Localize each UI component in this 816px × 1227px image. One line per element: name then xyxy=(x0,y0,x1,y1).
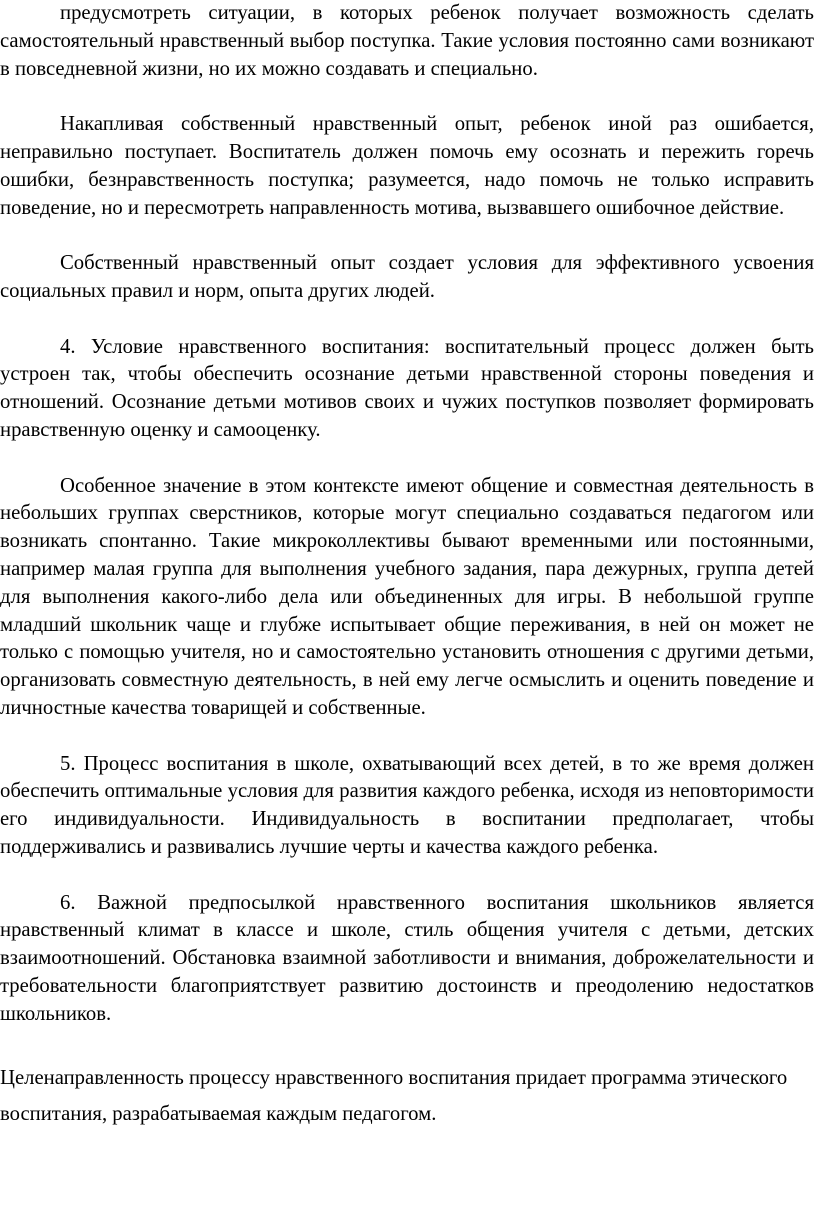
paragraph-moral-choice: предусмотреть ситуации, в которых ребенок получает возможность сделать самостоятельный нравственный выбор поступка. Такие условия постоянно сами возникают в повседневной жизни, но их можно создавать и специально. xyxy=(0,2,814,80)
paragraph-condition-5: 5. Процесс воспитания в школе, охватывающий всех детей, в то же время должен обеспечить оптимальные условия для развития каждого ребенка, исходя из неповторимости его индивидуальности. Индивидуальность в воспитании предполагает, чтобы поддерживались и развивались лучшие черты и качества каждого ребенка. xyxy=(0,752,814,858)
paragraph-condition-6: 6. Важной предпосылкой нравственного воспитания школьников является нравственный климат в классе и школе, стиль общения учителя с детьми, детских взаимоотношений. Обстановка взаимной заботливости и внимания, доброжелательности и требовательности благоприятствует развитию достоинств и преодолению недостатков школьников. xyxy=(0,891,814,1025)
paragraph-moral-experience-norms: Собственный нравственный опыт создает условия для эффективного усвоения социальных правил и норм, опыта других людей. xyxy=(0,252,814,302)
paragraph-small-groups: Особенное значение в этом контексте имеют общение и совместная деятельность в небольших группах сверстников, которые могут специально создаваться педагогом или возникать спонтанно. Такие микроколлективы бывают временными или постоянными, например малая группа для выполнения учебного задания, пара дежурных, группа детей для выполнения какого-либо дела или объединенных для игры. В небольшой группе младший школьник чаще и глубже испытывает общие переживания, в ней он может не только с помощью учителя, но и самостоятельно установить отношения с другими детьми, организовать совместную деятельность, в ней ему легче осмыслить и оценить поведение и личностные качества товарищей и собственные. xyxy=(0,474,814,719)
paragraph-condition-4: 4. Условие нравственного воспитания: воспитательный процесс должен быть устроен так, чтобы обеспечить осознание детьми нравственной стороны поведения и отношений. Осознание детьми мотивов своих и чужих поступков позволяет формировать нравственную оценку и самооценку. xyxy=(0,335,814,441)
paragraph-moral-experience-errors: Накапливая собственный нравственный опыт, ребенок иной раз ошибается, неправильно поступает. Воспитатель должен помочь ему осознать и пережить горечь ошибки, безнравственность поступка; разумеется, надо помочь не только исправить поведение, но и пересмотреть направленность мотива, вызвавшего ошибочное действие. xyxy=(0,113,814,219)
paragraph-ethical-program: Целенаправленность процессу нравственного воспитания придает программа этического воспитания, разрабатываемая каждым педагогом. xyxy=(0,1067,788,1126)
